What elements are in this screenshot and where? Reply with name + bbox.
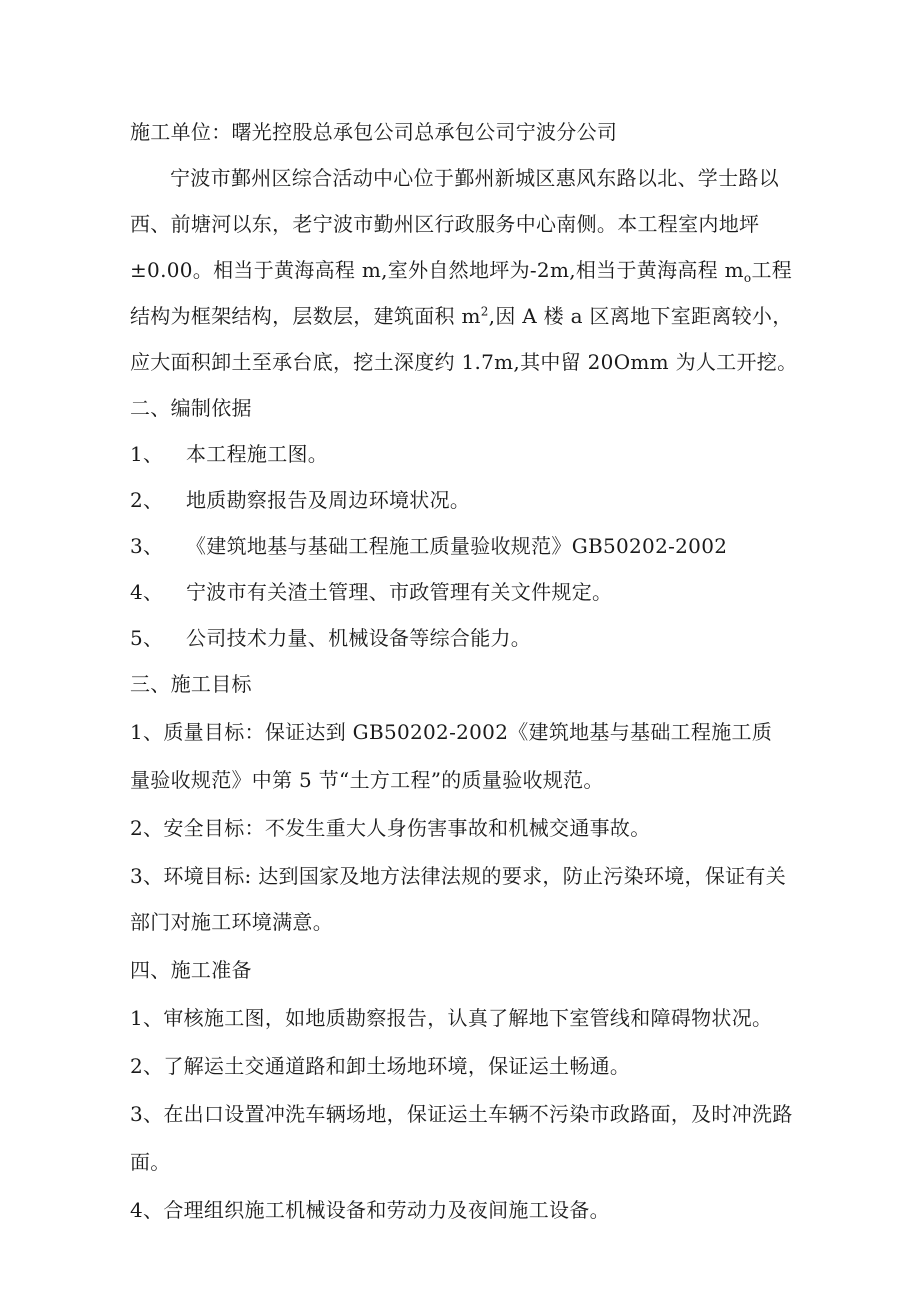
section-3-title: 三、施工目标: [130, 672, 252, 696]
basis-item-4-num: 4、: [130, 580, 164, 604]
overview-line-3: [130, 247, 792, 293]
basis-item-2-num: 2、: [130, 488, 164, 512]
basis-item-3-num: 3、: [130, 534, 164, 558]
safety-goal: 2、安全目标：不发生重大人身伤害事故和机械交通事故。: [130, 816, 651, 840]
prep-item-3-line-2: 面。: [130, 1150, 171, 1174]
quality-goal-line-1: 1、质量目标：保证达到 GB50202-2002《建筑地基与基础工程施工质: [130, 720, 773, 744]
overview-line-3b: 工程: [751, 258, 793, 282]
overview-line-4: [130, 293, 793, 339]
basis-item-5-text: 公司技术力量、机械设备等综合能力。: [186, 626, 532, 650]
prep-item-4: 4、合理组织施工机械设备和劳动力及夜间施工设备。: [130, 1198, 610, 1222]
basis-item-3-text: 《建筑地基与基础工程施工质量验收规范》GB50202-2002: [186, 534, 728, 558]
basis-item-1: [130, 431, 328, 477]
overview-line-3-subscript: o: [743, 271, 752, 285]
overview-line-4-superscript: 2: [480, 304, 489, 319]
environment-goal-line-2: 部门对施工环境满意。: [130, 910, 333, 934]
overview-line-4b: ,因 A 楼 a 区离地下室距离较小，: [488, 304, 793, 328]
overview-line-5: 应大面积卸土至承台底，挖土深度约 1.7m,其中留 20Omm 为人工开挖。: [130, 350, 798, 374]
basis-item-4-text: 宁波市有关渣土管理、市政管理有关文件规定。: [186, 580, 613, 604]
basis-item-4: [130, 569, 612, 615]
quality-goal-line-2: 量验收规范》中第 5 节“土方工程”的质量验收规范。: [130, 768, 604, 792]
prep-item-2: 2、了解运土交通道路和卸土场地环境，保证运土畅通。: [130, 1054, 631, 1078]
overview-line-2: 西、前塘河以东，老宁波市勤州区行政服务中心南侧。本工程室内地坪: [130, 212, 760, 236]
basis-item-2: [130, 477, 470, 523]
environment-goal-line-1: 3、环境目标: 达到国家及地方法律法规的要求，防止污染环境，保证有关: [130, 864, 787, 888]
overview-line-4a: 结构为框架结构，层数层，建筑面积 m: [130, 304, 481, 328]
basis-item-2-text: 地质勘察报告及周边环境状况。: [186, 488, 471, 512]
section-2-title: 二、编制依据: [130, 396, 252, 420]
basis-item-3: [130, 523, 727, 569]
basis-item-1-text: 本工程施工图。: [186, 442, 329, 466]
construction-unit-line: 施工单位：曙光控股总承包公司总承包公司宁波分公司: [130, 120, 618, 144]
overview-line-1: 宁波市鄞州区综合活动中心位于鄞州新城区惠风东路以北、学士路以: [170, 166, 779, 190]
prep-item-3-line-1: 3、在出口设置冲洗车辆场地，保证运土车辆不污染市政路面，及时冲洗路: [130, 1102, 793, 1126]
basis-item-5: [130, 615, 531, 661]
prep-item-1: 1、审核施工图，如地质勘察报告，认真了解地下室管线和障碍物状况。: [130, 1006, 773, 1030]
overview-line-3a: ±0.00。相当于黄海高程 m,室外自然地坪为-2m,相当于黄海高程 m: [130, 258, 744, 282]
section-4-title: 四、施工准备: [130, 958, 252, 982]
basis-item-5-num: 5、: [130, 626, 164, 650]
basis-item-1-num: 1、: [130, 442, 164, 466]
